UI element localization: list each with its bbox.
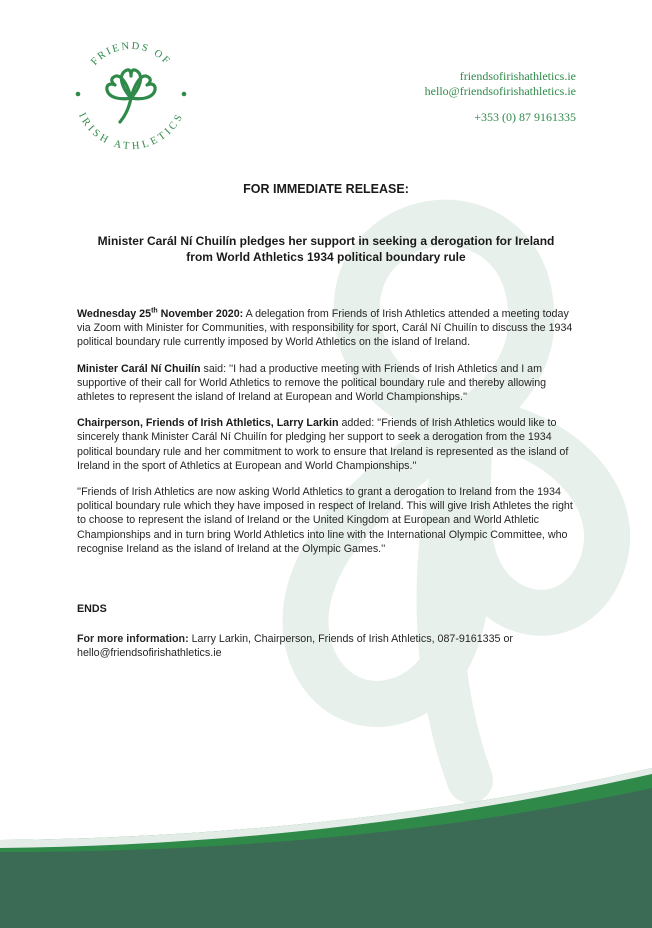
svg-text:FRIENDS OF: FRIENDS OF — [89, 40, 173, 68]
headline — [78, 233, 574, 265]
press-release-body — [77, 307, 579, 568]
paragraph-1-text: A delegation from Friends of Irish Athletics attended a meeting today via Zoom with Minister for Communities, with responsibility for sport, Carál Ní Chuilín to discuss the 1934 political boundary rule currently imposed by World Athletics on the island of Ireland. — [77, 308, 573, 349]
svg-text:IRISH ATHLETICS: IRISH ATHLETICS — [75, 111, 187, 153]
headline-line-1: Minister Carál Ní Chuilín pledges her support in seeking a derogation for Ireland — [97, 234, 555, 248]
paragraph-4: ''Friends of Irish Athletics are now asking World Athletics to grant a derogation to Ireland from the 1934 political boundary rule which they have imposed in respect of Ireland. This will give Irish Athletes the right to choose to represent the island of Ireland or the United Kingdom at European and World Athletic Championships and in turn bring World Athletics into line with the International Olympic Committee, who recognise Ireland as the island of Ireland at the Olympic Games.'' — [77, 486, 573, 555]
contact-details — [425, 69, 576, 125]
shamrock-icon — [107, 70, 155, 122]
paragraph-3-text: added: ''Friends of Irish Athletics would like to sincerely thank Minister Carál Ní Chuilín for pledging her support to seek a derogation from the 1934 political boundary rule and her commitment to work to ensure that Ireland is represented as the island of Ireland in the sport of Athletics at European and World Championships.'' — [77, 417, 569, 472]
paragraph-3 — [77, 416, 579, 473]
headline-line-2: from World Athletics 1934 political boundary rule — [186, 250, 466, 264]
speaker-minister: Minister Carál Ní Chuilín — [77, 362, 201, 375]
paragraph-2 — [77, 362, 579, 405]
speaker-chairperson: Chairperson, Friends of Irish Athletics, Larry Larkin — [77, 417, 339, 430]
website-link[interactable]: friendsofirishathletics.ie — [459, 69, 576, 83]
footer-wave — [0, 760, 652, 928]
ends-marker: ENDS — [77, 603, 107, 615]
date-lead: Wednesday 25th November 2020: — [77, 307, 244, 320]
more-information — [77, 632, 557, 660]
paragraph-1 — [77, 307, 579, 350]
more-info-label: For more information: — [77, 633, 189, 645]
friends-of-irish-athletics-logo — [70, 28, 192, 164]
email-link[interactable]: hello@friendsofirishathletics.ie — [424, 84, 576, 98]
phone-number: +353 (0) 87 9161335 — [474, 110, 576, 124]
more-info-text: Larry Larkin, Chairperson, Friends of Irish Athletics, 087-9161335 or hello@friendsofirishathletics.ie — [77, 633, 513, 660]
release-label: FOR IMMEDIATE RELEASE: — [243, 182, 409, 196]
paragraph-2-text: said: ''I had a productive meeting with Friends of Irish Athletics and I am supportive of their call for World Athletics to remove the political boundary rule and thereby allowing athletes to represent the island of Ireland at European and World Championships.'' — [77, 362, 547, 404]
